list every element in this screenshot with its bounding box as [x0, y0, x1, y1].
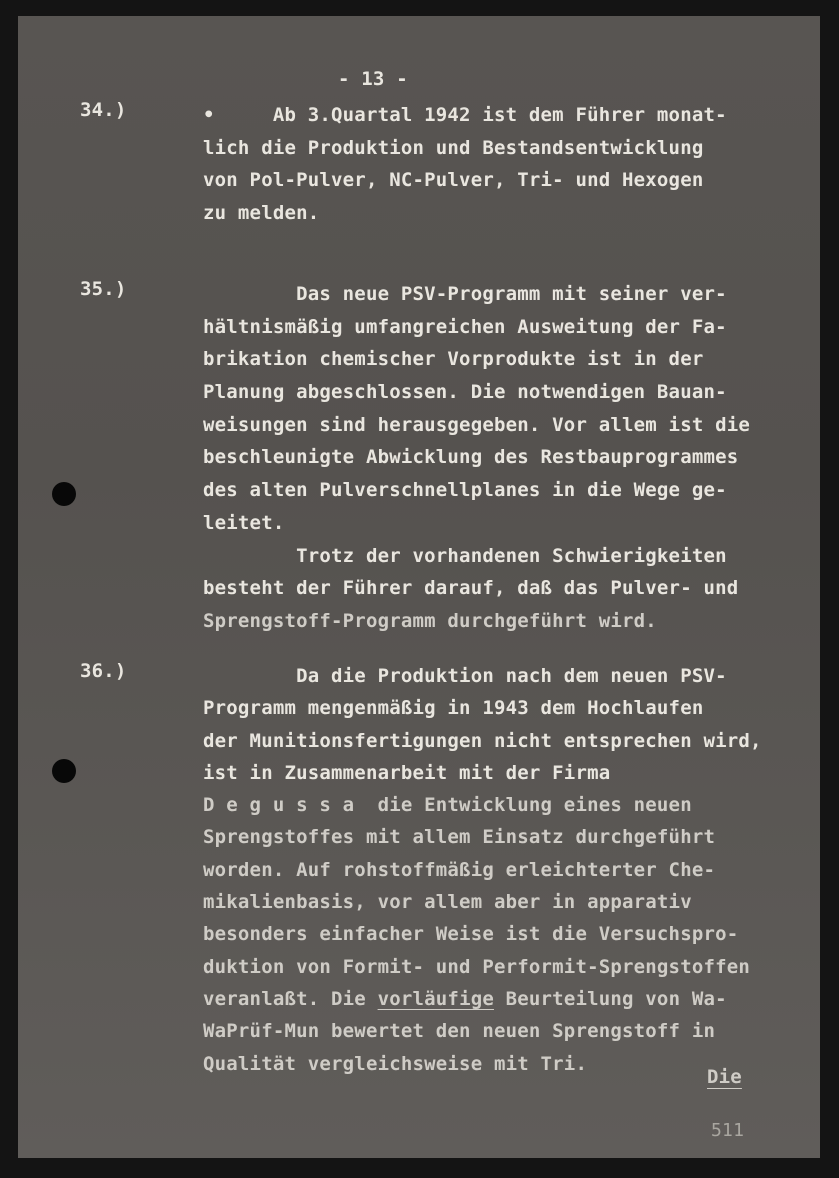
section-text: [203, 278, 750, 638]
text-line: mikalienbasis, vor allem aber in apparativ: [203, 891, 692, 914]
section-text: [203, 99, 727, 230]
typewritten-page: [18, 16, 820, 1158]
text-line: der Munitionsfertigungen nicht entsprechen wird,: [203, 729, 762, 752]
text-line: beschleunigte Abwicklung des Restbauprogrammes: [203, 446, 739, 469]
text-line: leitet.: [203, 511, 285, 534]
text-line: worden. Auf rohstoffmäßig erleichterter Che-: [203, 858, 716, 881]
document-sheet: [18, 16, 820, 1158]
text-line: Planung abgeschlossen. Die notwendigen Bauan-: [203, 381, 727, 404]
text-line: Sprengstoffes mit allem Einsatz durchgeführt: [203, 826, 716, 849]
text-line: Trotz der vorhandenen Schwierigkeiten: [203, 544, 727, 567]
text-line: des alten Pulverschnellplanes in die Wege ge-: [203, 479, 727, 502]
text-line: Programm mengenmäßig in 1943 dem Hochlaufen: [203, 697, 704, 720]
section-number: 34.): [80, 99, 127, 121]
text-line: Das neue PSV-Programm mit seiner ver-: [203, 283, 727, 305]
text-line: besteht der Führer darauf, daß das Pulver- und: [203, 577, 739, 600]
text-line: ist in Zusammenarbeit mit der Firma: [203, 761, 611, 784]
text-line: besonders einfacher Weise ist die Versuchspro-: [203, 923, 739, 946]
section-text: [203, 660, 762, 1080]
text-line: WaPrüf-Mun bewertet den neuen Sprengstoff in: [203, 1020, 716, 1043]
text-line: Da die Produktion nach dem neuen PSV-: [203, 665, 727, 687]
text-line: duktion von Formit- und Performit-Sprengstoffen: [203, 955, 751, 978]
text-line: Sprengstoff-Programm durchgeführt wird.: [203, 609, 657, 632]
text-line: • Ab 3.Quartal 1942 ist dem Führer monat-: [203, 104, 727, 126]
text-line: zu melden.: [203, 202, 320, 225]
catchword: Die: [707, 1066, 742, 1088]
text-line: [203, 983, 762, 1015]
text-line: lich die Produktion und Bestandsentwicklung: [203, 136, 704, 159]
text-line: weisungen sind herausgegeben. Vor allem ist die: [203, 413, 751, 436]
text-line: Qualität vergleichsweise mit Tri.: [203, 1052, 588, 1075]
text-line: von Pol-Pulver, NC-Pulver, Tri- und Hexogen: [203, 169, 704, 192]
page-number: - 13 -: [338, 68, 408, 90]
archive-stamp-number: 511: [711, 1120, 745, 1141]
section-number: 35.): [80, 278, 127, 300]
underlined-word: vorläufige: [377, 987, 494, 1010]
text-line: brikation chemischer Vorprodukte ist in der: [203, 348, 704, 371]
text-fragment: veranlaßt. Die: [203, 987, 378, 1010]
text-line: D e g u s s a die Entwicklung eines neuen: [203, 794, 692, 817]
text-fragment: Beurteilung von Wa-: [493, 987, 727, 1010]
text-line: hältnismäßig umfangreichen Ausweitung der Fa-: [203, 315, 727, 338]
section-number: 36.): [80, 660, 127, 682]
